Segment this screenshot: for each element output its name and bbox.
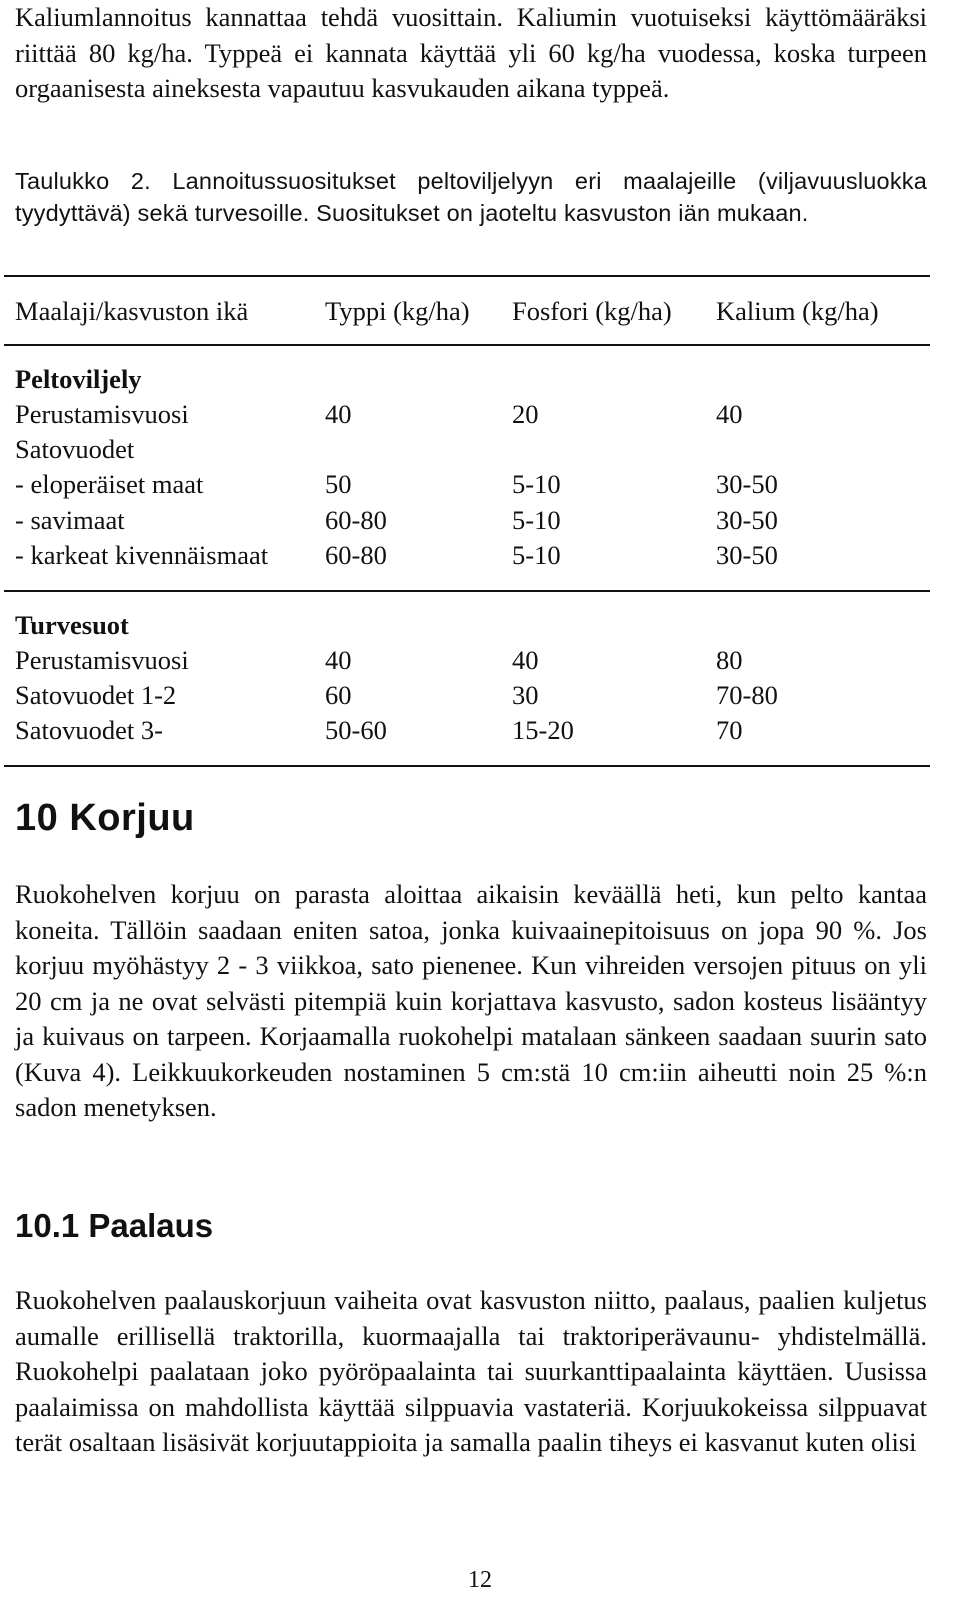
cell-potassium: 80: [716, 645, 743, 675]
section-heading-korjuu: 10 Korjuu: [15, 797, 195, 839]
cell-phosphorus: 40: [512, 645, 539, 675]
section-heading-paalaus: 10.1 Paalaus: [15, 1207, 214, 1244]
header-bottom-rule: [4, 344, 930, 346]
cell-phosphorus: 5-10: [512, 505, 561, 535]
cell-phosphorus: 5-10: [512, 469, 561, 499]
cell-soil: - eloperäiset maat: [15, 469, 204, 499]
table-top-rule: [4, 275, 930, 277]
cell-nitrogen: 60-80: [325, 505, 387, 535]
cell-soil: Satovuodet 3-: [15, 715, 163, 745]
table-caption: Taulukko 2. Lannoitussuositukset peltoviljelyyn eri maalajeille (viljavuusluokka tyydyttävä) sekä turvesoille. Suositukset on jaoteltu kasvuston iän mukaan.: [15, 168, 927, 226]
section-title: Turvesuot: [15, 610, 129, 640]
page-number: 12: [468, 1567, 492, 1593]
paalaus-paragraph: Ruokohelven paalauskorjuun vaiheita ovat kasvuston niitto, paalaus, paalien kuljetus aumalle erillisellä traktorilla, kuormaajalla tai traktoriperävaunu- yhdistelmällä. Ruokohelpi paalataan joko pyöröpaalainta tai suurkanttipaalainta käyttäen. Uusissa paalaimissa on mahdollista käyttää silppuavia vastateriä. Korjuukokeissa silppuavat terät osaltaan lisäsivät korjuutappioita ja samalla paalin tiheys ei kasvanut kuten olisi: [15, 1285, 927, 1457]
cell-potassium: 70: [716, 715, 743, 745]
header-phosphorus: Fosfori (kg/ha): [512, 296, 672, 326]
cell-nitrogen: 50-60: [325, 715, 387, 745]
cell-phosphorus: 20: [512, 399, 539, 429]
cell-potassium: 30-50: [716, 540, 778, 570]
intro-paragraph: Kaliumlannoitus kannattaa tehdä vuosittain. Kaliumin vuotuiseksi käyttömääräksi riittää 80 kg/ha. Typpeä ei kannata käyttää yli 60 kg/ha vuodessa, koska turpeen orgaanisesta aineksesta vapautuu kasvukauden aikana typpeä.: [15, 2, 927, 103]
cell-phosphorus: 30: [512, 680, 539, 710]
header-nitrogen: Typpi (kg/ha): [325, 296, 470, 326]
korjuu-paragraph: Ruokohelven korjuu on parasta aloittaa aikaisin keväällä heti, kun pelto kantaa koneita. Tällöin saadaan eniten satoa, jonka kuivaainepitoisuus on jopa 90 %. Jos korjuu myöhästyy 2 - 3 viikkoa, sato pienenee. Kun vihreiden versojen pituus on yli 20 cm ja ne ovat selvästi pitempiä kuin korjattava kasvusto, sadon kosteus lisääntyy ja kuivaus on tarpeen. Korjaamalla ruokohelpi matalaan sänkeen saadaan suurin sato (Kuva 4). Leikkuukorkeuden nostaminen 5 cm:stä 10 cm:iin aiheutti noin 25 %:n sadon menetyksen.: [15, 879, 927, 1122]
header-potassium: Kalium (kg/ha): [716, 296, 879, 326]
cell-potassium: 30-50: [716, 505, 778, 535]
section-title: Peltoviljely: [15, 364, 142, 394]
cell-nitrogen: 60-80: [325, 540, 387, 570]
cell-potassium: 70-80: [716, 680, 778, 710]
cell-soil: Satovuodet 1-2: [15, 680, 177, 710]
cell-soil: - karkeat kivennäismaat: [15, 540, 269, 570]
cell-potassium: 30-50: [716, 469, 778, 499]
cell-nitrogen: 50: [325, 469, 352, 499]
cell-nitrogen: 40: [325, 399, 352, 429]
cell-nitrogen: 40: [325, 645, 352, 675]
cell-phosphorus: 5-10: [512, 540, 561, 570]
header-soil: Maalaji/kasvuston ikä: [15, 296, 249, 326]
cell-potassium: 40: [716, 399, 743, 429]
cell-nitrogen: 60: [325, 680, 352, 710]
cell-phosphorus: 15-20: [512, 715, 574, 745]
cell-soil: - savimaat: [15, 505, 125, 535]
cell-soil: Perustamisvuosi: [15, 645, 189, 675]
cell-soil: Satovuodet: [15, 434, 135, 464]
section-divider-rule: [4, 590, 930, 592]
table-bottom-rule: [4, 765, 930, 767]
cell-soil: Perustamisvuosi: [15, 399, 189, 429]
